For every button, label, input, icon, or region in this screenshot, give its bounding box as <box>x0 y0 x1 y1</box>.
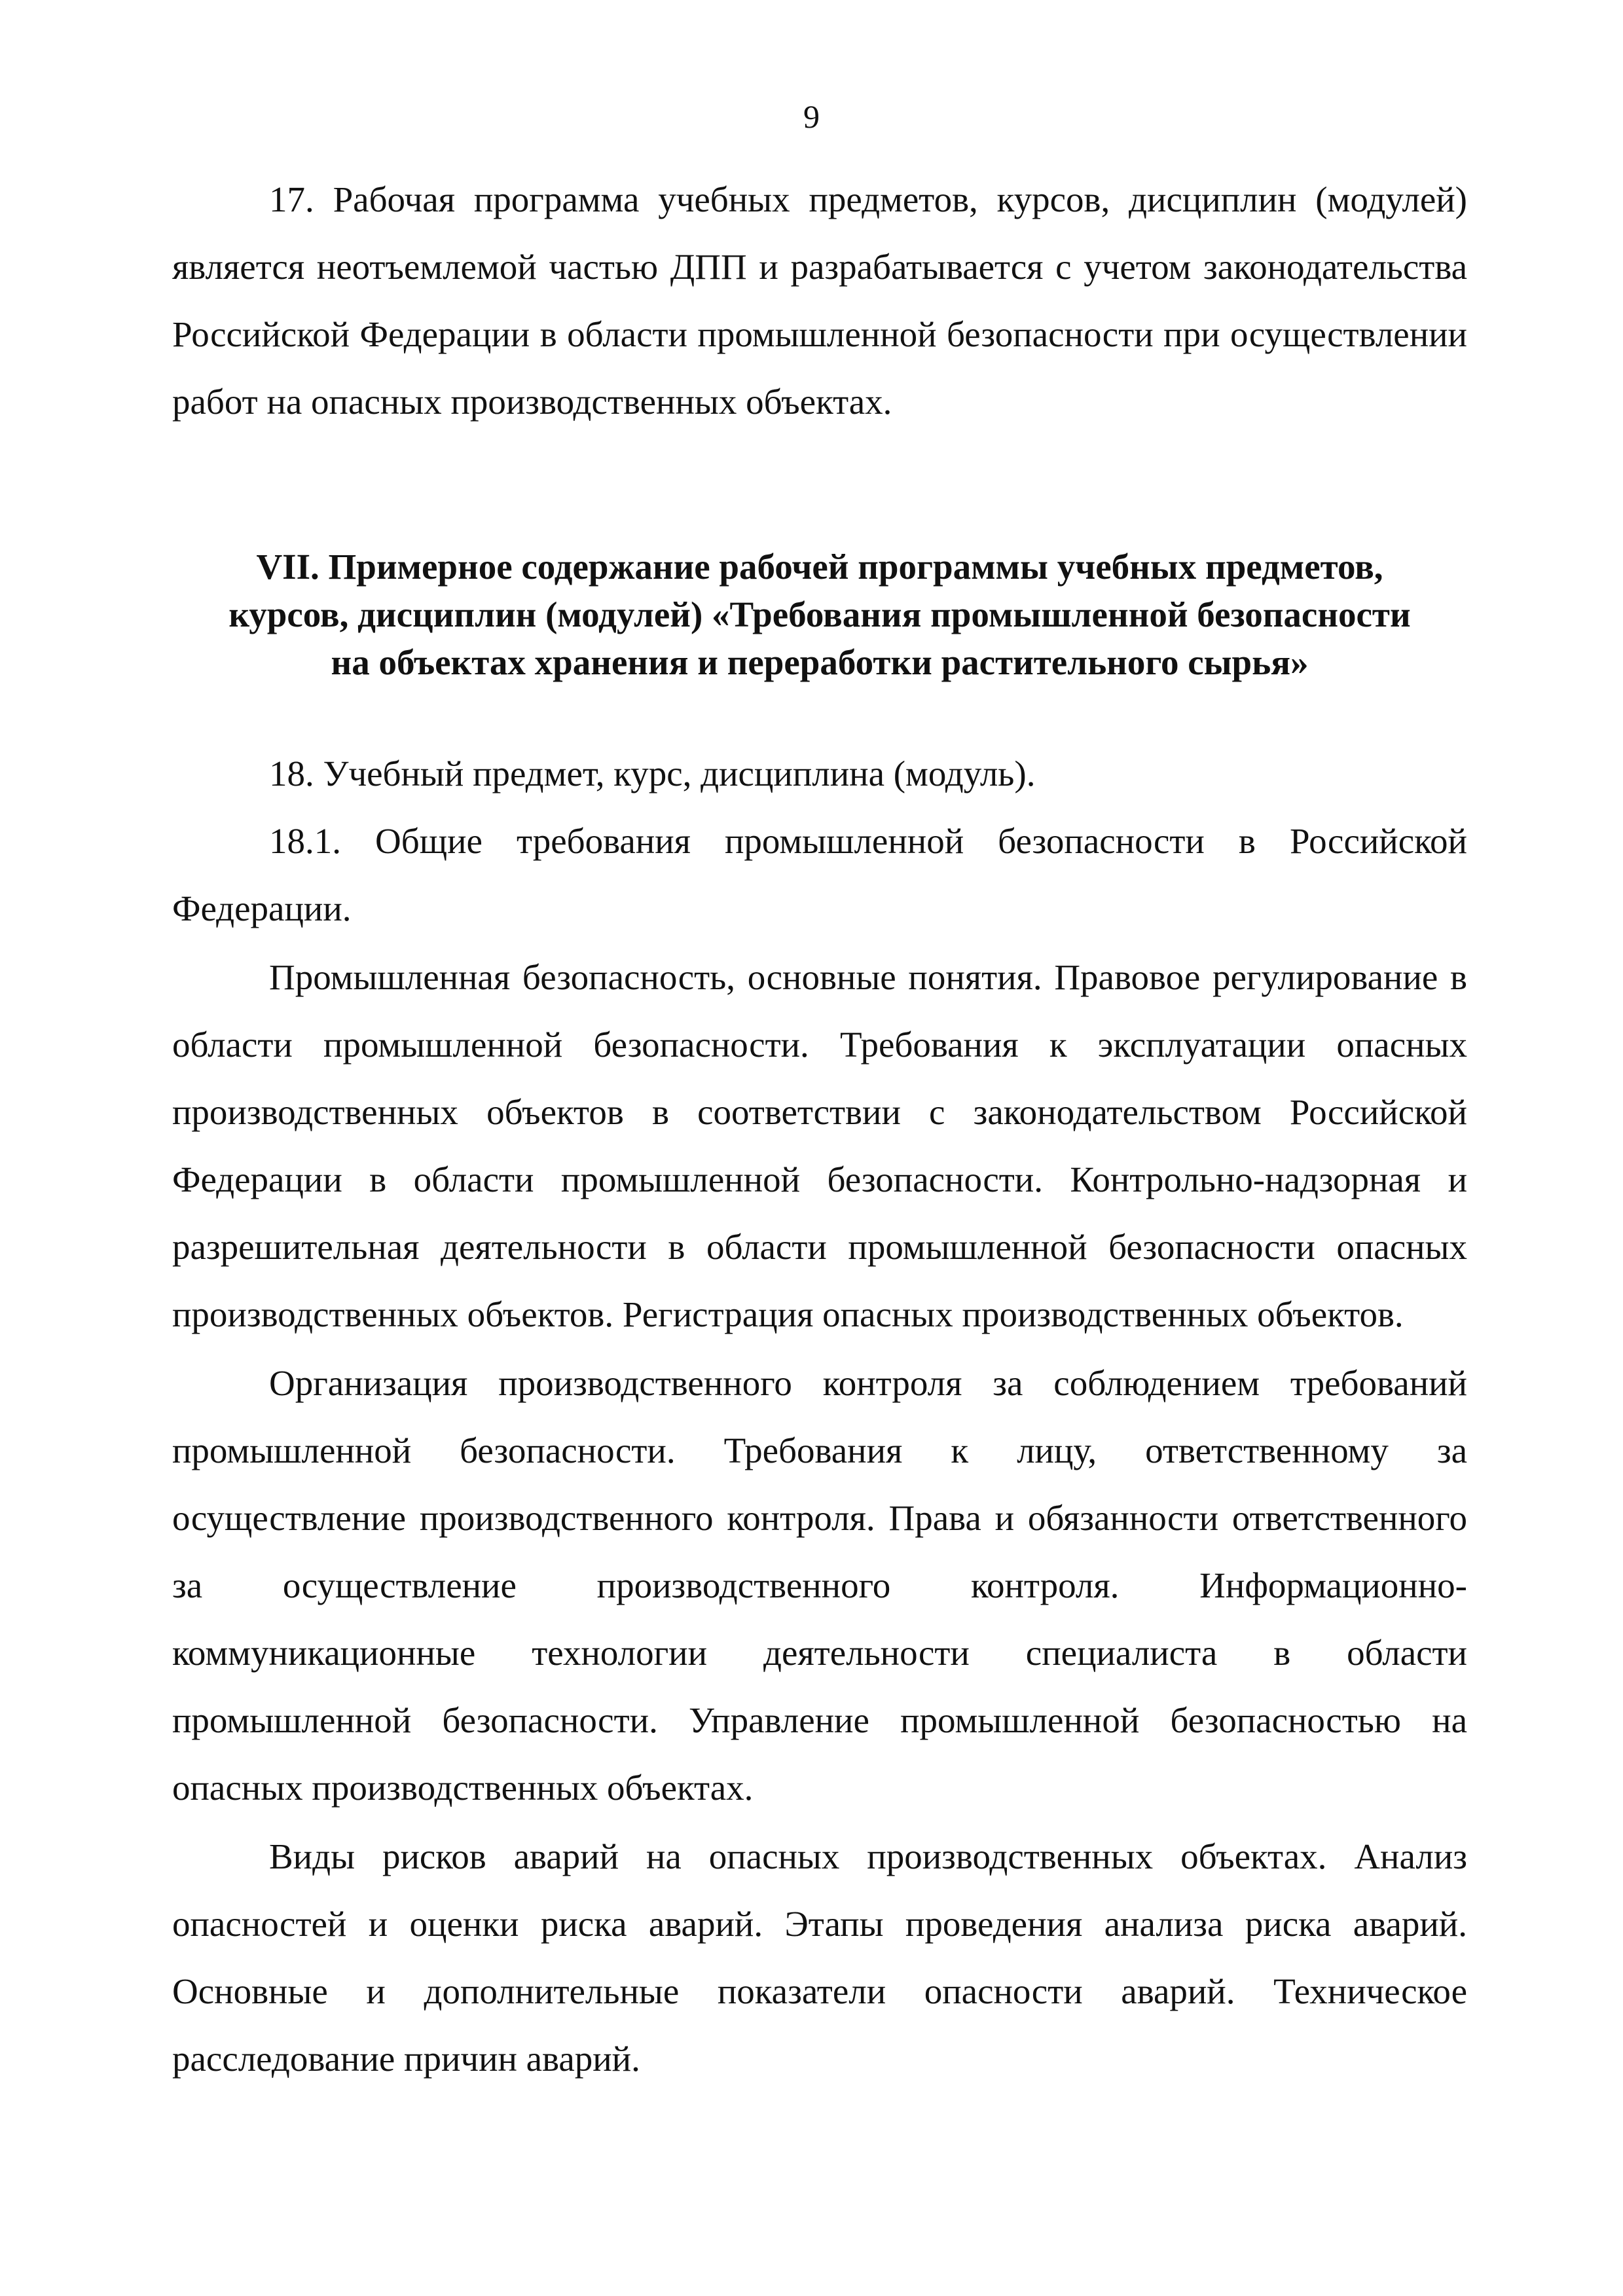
section-title-line: на объектах хранения и переработки растительного сырья» <box>331 642 1309 682</box>
section-title <box>172 543 1467 686</box>
paragraph-accident-risks: Виды рисков аварий на опасных производственных объектах. Анализ опасностей и оценки риска аварий. Этапы проведения анализа риска аварий. Основные и дополнительные показатели опасности аварий. Техническое расследование причин аварий. <box>172 1836 1467 2079</box>
document-body <box>172 166 1467 2092</box>
section-title-line: VII. Примерное содержание рабочей программы учебных предметов, <box>256 547 1383 587</box>
section-title-line: курсов, дисциплин (модулей) «Требования промышленной безопасности <box>228 594 1411 634</box>
paragraph-18: 18. Учебный предмет, курс, дисциплина (модуль). <box>269 754 1036 793</box>
paragraph-industrial-safety: Промышленная безопасность, основные понятия. Правовое регулирование в области промышленной безопасности. Требования к эксплуатации опасных производственных объектов в соответствии с законодательством Российской Федерации в области промышленной безопасности. Контрольно-надзорная и разрешительная деятельности в области промышленной безопасности опасных производственных объектов. Регистрация опасных производственных объектов. <box>172 957 1467 1334</box>
paragraph-production-control: Организация производственного контроля за соблюдением требований промышленной безопасности. Требования к лицу, ответственному за осуществление производственного контроля. Права и обязанности ответственного за осуществление производственного контроля. Информационно-коммуникационные технологии деятельности специалиста в области промышленной безопасности. Управление промышленной безопасностью на опасных производственных объектах. <box>172 1363 1467 1808</box>
paragraph-18-1: 18.1. Общие требования промышленной безопасности в Российской Федерации. <box>172 821 1467 928</box>
page-number: 9 <box>803 98 820 135</box>
paragraph-17: 17. Рабочая программа учебных предметов, курсов, дисциплин (модулей) является неотъемлемой частью ДПП и разрабатывается с учетом законодательства Российской Федерации в области промышленной безопасности при осуществлении работ на опасных производственных объектах. <box>172 179 1467 422</box>
